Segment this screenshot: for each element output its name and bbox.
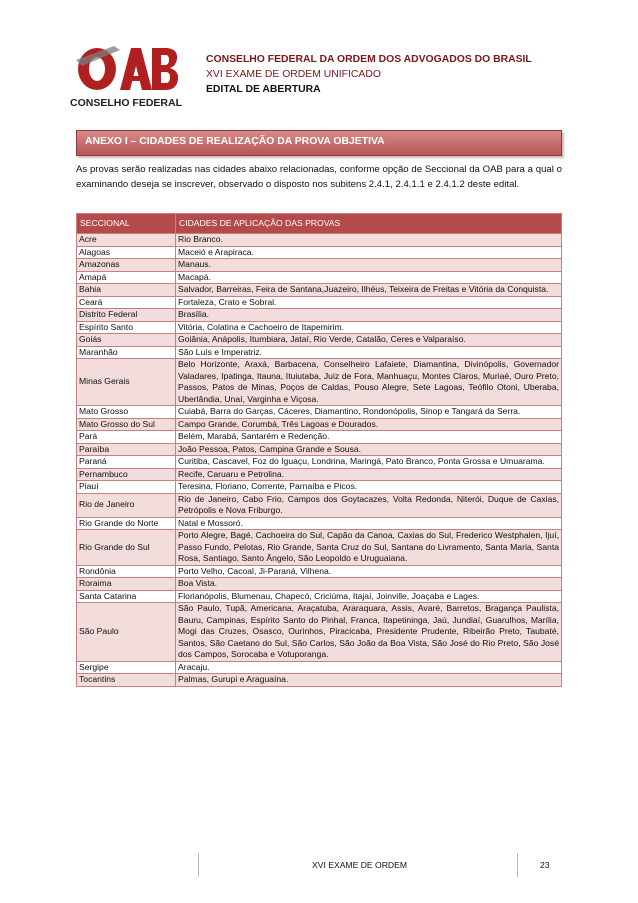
cities-cell: Boa Vista. bbox=[176, 578, 562, 591]
cities-cell: Brasília. bbox=[176, 309, 562, 322]
cities-cell: Belo Horizonte, Araxá, Barbacena, Conselheiro Lafaiete, Diamantina, Divinópolis, Governador Valadares, Ipatinga, Itauna, Ituiutaba, Juiz de Fora, Manhuaçu, Montes Claros, Muriaé, Ouro Preto, Passos, Patos de Minas, Poços de Caldas, Pouso Alegre, Sete Lagoas, Teófilo Otoni, Uberaba, Uberlândia, Unaí, Varginha e Viçosa. bbox=[176, 359, 562, 406]
header-document-type: EDITAL DE ABERTURA bbox=[206, 84, 321, 95]
seccional-cell: Acre bbox=[77, 234, 176, 247]
seccional-cell: Amazonas bbox=[77, 259, 176, 272]
table-row bbox=[77, 234, 562, 247]
table-row bbox=[77, 674, 562, 687]
table-row bbox=[77, 590, 562, 603]
cities-cell: Natal e Mossoró. bbox=[176, 517, 562, 530]
seccional-cell: Alagoas bbox=[77, 246, 176, 259]
oab-logo-graphic bbox=[70, 40, 182, 112]
table-row bbox=[77, 530, 562, 566]
seccional-cell: Rio Grande do Norte bbox=[77, 517, 176, 530]
table-header-row bbox=[77, 214, 562, 234]
seccional-cell: Roraima bbox=[77, 578, 176, 591]
table-row bbox=[77, 359, 562, 406]
cities-cell: Aracaju. bbox=[176, 661, 562, 674]
table-row bbox=[77, 309, 562, 322]
header-seccional: SECCIONAL bbox=[77, 214, 176, 234]
seccional-cell: Rio de Janeiro bbox=[77, 493, 176, 517]
seccional-cell: Espírito Santo bbox=[77, 321, 176, 334]
seccional-cell: Mato Grosso bbox=[77, 406, 176, 419]
seccional-cell: Piauí bbox=[77, 481, 176, 494]
footer-divider-right bbox=[517, 853, 518, 877]
seccional-cell: Ceará bbox=[77, 296, 176, 309]
seccional-cell: Pará bbox=[77, 431, 176, 444]
cities-cell: Recife, Caruaru e Petrolina. bbox=[176, 468, 562, 481]
seccional-cell: Tocantins bbox=[77, 674, 176, 687]
cities-cell: Vitória, Colatina e Cachoeiro de Itapemirim. bbox=[176, 321, 562, 334]
cities-table bbox=[76, 213, 562, 687]
seccional-cell: São Paulo bbox=[77, 603, 176, 662]
table-row bbox=[77, 603, 562, 662]
table-row bbox=[77, 346, 562, 359]
cities-cell: Porto Velho, Cacoal, Ji-Paraná, Vilhena. bbox=[176, 565, 562, 578]
cities-cell: Florianópolis, Blumenau, Chapecó, Criciúma, Itajaí, Joinville, Joaçaba e Lages. bbox=[176, 590, 562, 603]
cities-cell: Fortaleza, Crato e Sobral. bbox=[176, 296, 562, 309]
seccional-cell: Mato Grosso do Sul bbox=[77, 418, 176, 431]
table-row bbox=[77, 259, 562, 272]
cities-cell: Campo Grande, Corumbá, Três Lagoas e Dourados. bbox=[176, 418, 562, 431]
table-row bbox=[77, 334, 562, 347]
header-organization: CONSELHO FEDERAL DA ORDEM DOS ADVOGADOS DO BRASIL bbox=[206, 54, 532, 65]
seccional-cell: Maranhão bbox=[77, 346, 176, 359]
cities-cell: Curitiba, Cascavel, Foz do Iguaçu, Londrina, Maringá, Pato Branco, Ponta Grossa e Umuarama. bbox=[176, 456, 562, 469]
header-exam: XVI EXAME DE ORDEM UNIFICADO bbox=[206, 69, 381, 80]
table-row bbox=[77, 493, 562, 517]
table-row bbox=[77, 481, 562, 494]
page-footer bbox=[0, 853, 638, 879]
table-row bbox=[77, 284, 562, 297]
header-cidades: CIDADES DE APLICAÇÃO DAS PROVAS bbox=[176, 214, 562, 234]
annex-banner bbox=[76, 130, 562, 156]
table-row bbox=[77, 565, 562, 578]
cities-cell: Rio de Janeiro, Cabo Frio, Campos dos Goytacazes, Volta Redonda, Niterói, Duque de Caxias, Petrópolis e Nova Friburgo. bbox=[176, 493, 562, 517]
seccional-cell: Goiás bbox=[77, 334, 176, 347]
table-row bbox=[77, 517, 562, 530]
cities-cell: Manaus. bbox=[176, 259, 562, 272]
cities-cell: Palmas, Gurupi e Araguaína. bbox=[176, 674, 562, 687]
seccional-cell: Paraná bbox=[77, 456, 176, 469]
table-row bbox=[77, 321, 562, 334]
table-body bbox=[77, 234, 562, 687]
seccional-cell: Sergipe bbox=[77, 661, 176, 674]
seccional-cell: Bahia bbox=[77, 284, 176, 297]
table-row bbox=[77, 406, 562, 419]
table-row bbox=[77, 271, 562, 284]
cities-cell: Porto Alegre, Bagé, Cachoeira do Sul, Capão da Canoa, Caxias do Sul, Frederico Westphalen, Ijuí, Passo Fundo, Pelotas, Rio Grande, Santa Cruz do Sul, Santana do Livramento, Santa Maria, Santa Rosa, Santiago, Santo Ângelo, São Leopoldo e Uruguaiana. bbox=[176, 530, 562, 566]
table-row bbox=[77, 443, 562, 456]
cities-cell: Maceió e Arapiraca. bbox=[176, 246, 562, 259]
table-row bbox=[77, 296, 562, 309]
cities-cell: João Pessoa, Patos, Campina Grande e Sousa. bbox=[176, 443, 562, 456]
cities-cell: São Luís e Imperatriz. bbox=[176, 346, 562, 359]
seccional-cell: Pernambuco bbox=[77, 468, 176, 481]
table-row bbox=[77, 456, 562, 469]
cities-cell: Goiânia, Anápolis, Itumbiara, Jataí, Rio Verde, Catalão, Ceres e Valparaíso. bbox=[176, 334, 562, 347]
table-row bbox=[77, 661, 562, 674]
table-row bbox=[77, 246, 562, 259]
seccional-cell: Rondônia bbox=[77, 565, 176, 578]
cities-cell: Teresina, Floriano, Corrente, Parnaíba e Picos. bbox=[176, 481, 562, 494]
table-row bbox=[77, 418, 562, 431]
cities-cell: Belém, Marabá, Santarém e Redenção. bbox=[176, 431, 562, 444]
logo-caption: CONSELHO FEDERAL bbox=[70, 97, 182, 109]
seccional-cell: Paraíba bbox=[77, 443, 176, 456]
intro-paragraph: As provas serão realizadas nas cidades abaixo relacionadas, conforme opção de Seccional da OAB para a qual o examinando deseja se inscrever, observado o disposto nos subitens 2.4.1, 2.4.1.1 e 2.4.1.2 deste edital. bbox=[76, 164, 562, 190]
oab-logo bbox=[70, 40, 182, 112]
footer-divider-left bbox=[198, 853, 199, 877]
seccional-cell: Rio Grande do Sul bbox=[77, 530, 176, 566]
seccional-cell: Distrito Federal bbox=[77, 309, 176, 322]
cities-cell: Salvador, Barreiras, Feira de Santana,Juazeiro, Ilhéus, Teixeira de Freitas e Vitória da Conquista. bbox=[176, 284, 562, 297]
cities-cell: Cuiabá, Barra do Garças, Cáceres, Diamantino, Rondonópolis, Sinop e Tangará da Serra. bbox=[176, 406, 562, 419]
cities-cell: Rio Branco. bbox=[176, 234, 562, 247]
footer-text: XVI EXAME DE ORDEM bbox=[312, 860, 408, 870]
table-row bbox=[77, 431, 562, 444]
seccional-cell: Santa Catarina bbox=[77, 590, 176, 603]
page-number: 23 bbox=[540, 860, 550, 870]
cities-cell: Macapá. bbox=[176, 271, 562, 284]
table-row bbox=[77, 468, 562, 481]
annex-title: ANEXO I – CIDADES DE REALIZAÇÃO DA PROVA OBJETIVA bbox=[85, 136, 385, 147]
cities-cell: São Paulo, Tupã, Americana, Araçatuba, Araraquara, Assis, Avaré, Barretos, Bragança Paulista, Bauru, Campinas, Espírito Santo do Pinhal, Franca, Itapetininga, Jaú, Jundiaí, Guarulhos, Marília, Mogi das Cruzes, Osasco, Ourinhos, Piracicaba, Presidente Prudente, Ribeirão Preto, Taubaté, Santos, São Caetano do Sul, São Carlos, São João da Boa Vista, São José do Rio Preto, São José dos Campos, Sorocaba e Votuporanga. bbox=[176, 603, 562, 662]
document-header bbox=[206, 52, 532, 97]
seccional-cell: Amapá bbox=[77, 271, 176, 284]
table-row bbox=[77, 578, 562, 591]
seccional-cell: Minas Gerais bbox=[77, 359, 176, 406]
